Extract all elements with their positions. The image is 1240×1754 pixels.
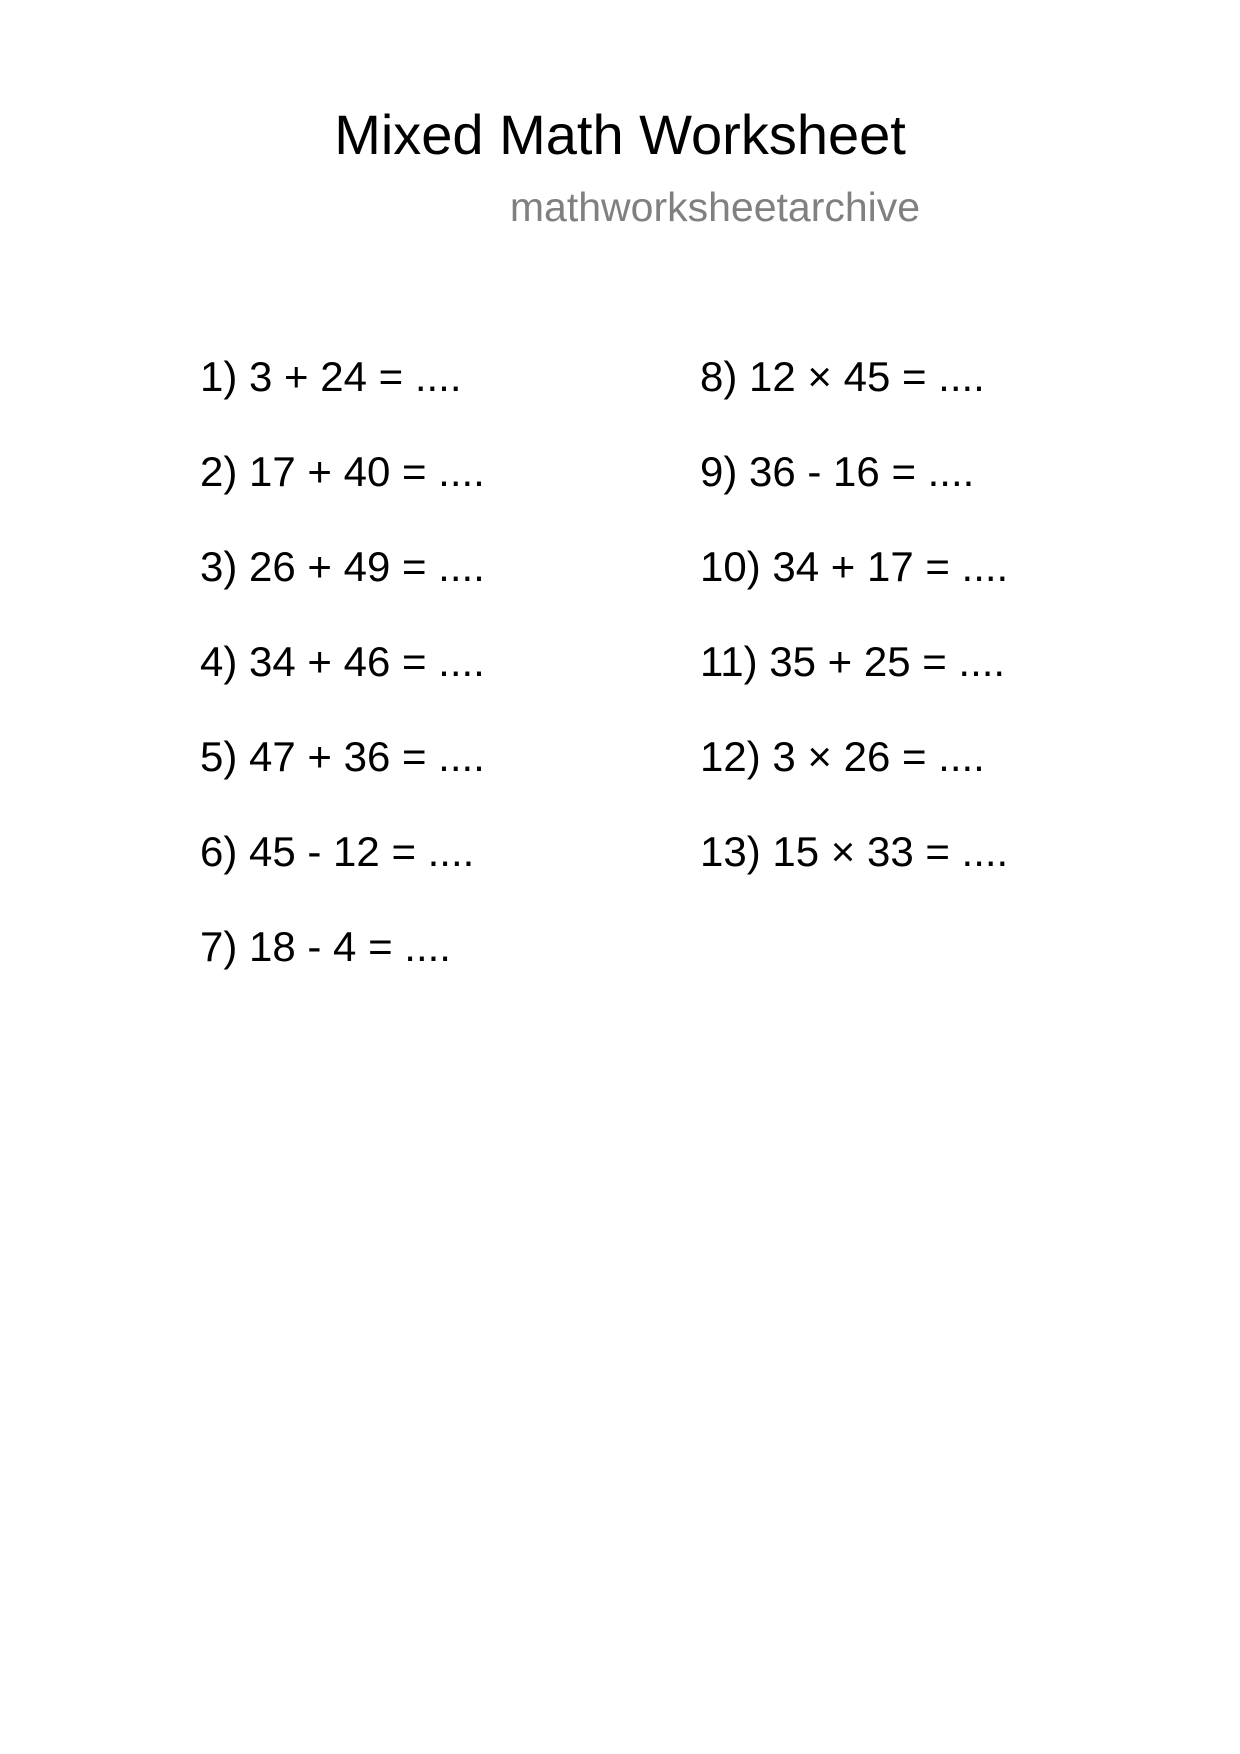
problem-item: 13) 15 × 33 = .... — [700, 828, 1009, 875]
problem-item: 10) 34 + 17 = .... — [700, 543, 1009, 590]
problem-item: 5) 47 + 36 = .... — [200, 733, 485, 780]
problem-item: 11) 35 + 25 = .... — [700, 638, 1006, 685]
problem-item: 6) 45 - 12 = .... — [200, 828, 475, 875]
problem-item: 8) 12 × 45 = .... — [700, 353, 985, 400]
problem-column-right — [700, 352, 1008, 922]
problem-item: 12) 3 × 26 = .... — [700, 733, 985, 780]
source-label: mathworksheetarchive — [509, 184, 921, 230]
problem-item: 3) 26 + 49 = .... — [200, 543, 485, 590]
problem-item: 2) 17 + 40 = .... — [200, 448, 485, 495]
problem-column-left — [200, 352, 485, 1017]
page-title: Mixed Math Worksheet — [334, 103, 906, 166]
problem-item: 1) 3 + 24 = .... — [200, 353, 462, 400]
problem-item: 4) 34 + 46 = .... — [200, 638, 485, 685]
problem-item: 9) 36 - 16 = .... — [700, 448, 975, 495]
problem-item: 7) 18 - 4 = .... — [200, 923, 451, 970]
